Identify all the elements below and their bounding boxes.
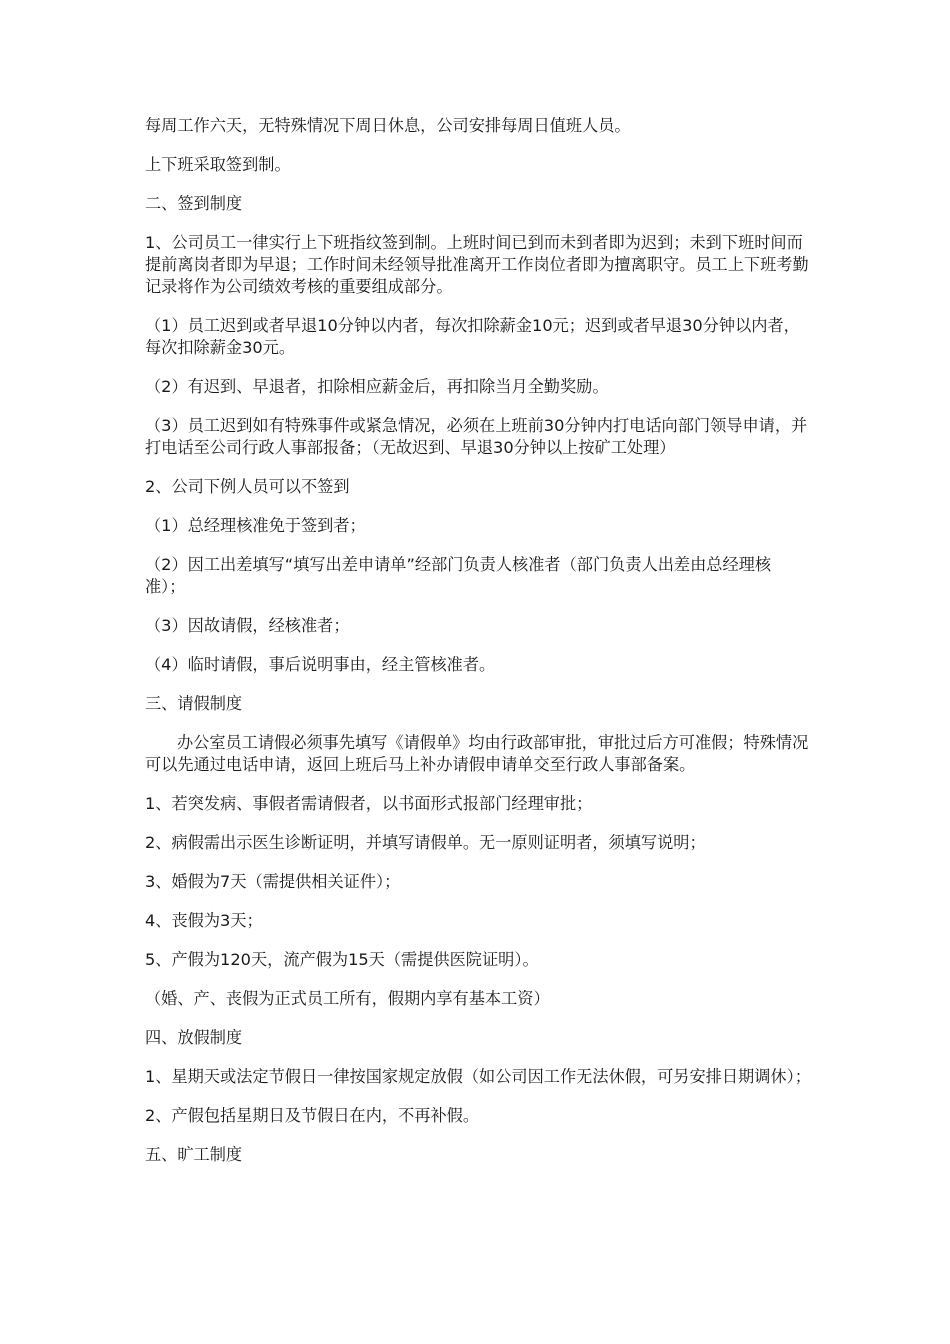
paragraph-6: （3）员工迟到如有特殊事件或紧急情况，必须在上班前30分钟内打电话向部门领导申请，并打电话至公司行政人事部报备；（无故迟到、早退30分钟以上按矿工处理）	[145, 416, 808, 457]
paragraph-15: 2、病假需出示医生诊断证明，并填写请假单。无一原则证明者，须填写说明；	[145, 833, 706, 852]
paragraph-11: （4）临时请假，事后说明事由，经主管核准者。	[145, 655, 496, 674]
paragraph-19: （婚、产、丧假为正式员工所有，假期内享有基本工资）	[145, 989, 550, 1008]
paragraph-5: （2）有迟到、早退者，扣除相应薪金后，再扣除当月全勤奖励。	[145, 377, 609, 396]
section-heading-holiday: 四、放假制度	[145, 1028, 243, 1047]
section-heading-absence: 五、旷工制度	[145, 1145, 243, 1164]
paragraph-14: 1、若突发病、事假者需请假者，以书面形式报部门经理审批；	[145, 794, 593, 813]
paragraph-16: 3、婚假为7天（需提供相关证件）；	[145, 872, 401, 891]
paragraph-22: 2、产假包括星期日及节假日在内，不再补假。	[145, 1106, 480, 1125]
paragraph-8: （1）总经理核准免于签到者；	[145, 516, 366, 535]
section-heading-sign-in: 二、签到制度	[145, 194, 243, 213]
paragraph-10: （3）因故请假，经核准者；	[145, 616, 350, 635]
paragraph-13: 办公室员工请假必须事先填写《请假单》均由行政部审批，审批过后方可准假；特殊情况可以先通过电话申请，返回上班后马上补办请假申请单交至行政人事部备案。	[145, 733, 809, 774]
paragraph-17: 4、丧假为3天；	[145, 911, 263, 930]
section-heading-leave: 三、请假制度	[145, 694, 243, 713]
paragraph-18: 5、产假为120天，流产假为15天（需提供医院证明）。	[145, 950, 539, 969]
paragraph-0: 每周工作六天，无特殊情况下周日休息，公司安排每周日值班人员。	[145, 116, 631, 135]
paragraph-1: 上下班采取签到制。	[145, 155, 291, 174]
paragraph-9: （2）因工出差填写“填写出差申请单”经部门负责人核准者（部门负责人出差由总经理核准）；	[145, 555, 772, 596]
paragraph-21: 1、星期天或法定节假日一律按国家规定放假（如公司因工作无法休假，可另安排日期调休）；	[145, 1067, 811, 1086]
paragraph-7: 2、公司下例人员可以不签到	[145, 477, 350, 496]
document-body	[145, 115, 811, 1183]
paragraph-4: （1）员工迟到或者早退10分钟以内者，每次扣除薪金10元；迟到或者早退30分钟以内者，每次扣除薪金30元。	[145, 316, 800, 357]
paragraph-3: 1、公司员工一律实行上下班指纹签到制。上班时间已到而未到者即为迟到；未到下班时间而提前离岗者即为早退；工作时间未经领导批准离开工作岗位者即为擅离职守。员工上下班考勤记录将作为公司绩效考核的重要组成部分。	[145, 233, 809, 296]
